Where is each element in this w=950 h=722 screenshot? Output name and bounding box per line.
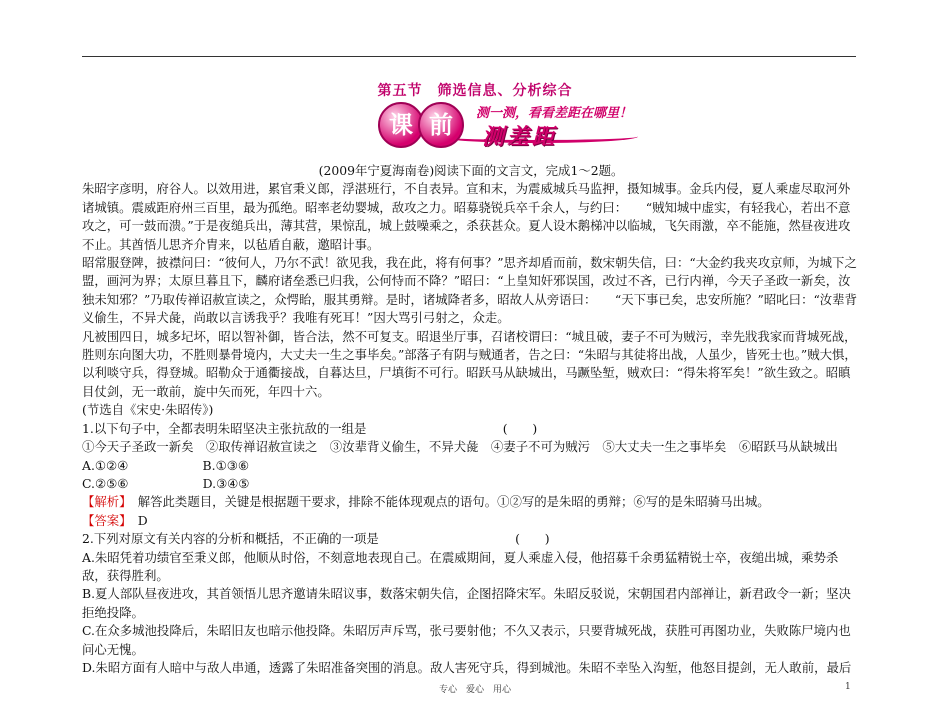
intro-line: (2009年宁夏海南卷)阅读下面的文言文，完成1～2题。: [318, 163, 624, 178]
passage-paragraph: 凡被围四日，城多圮坏，昭以智补御，皆合法，然不可复支。昭退坐厅事，召诸校谓曰：“城且破，妻子不可为贼污，幸先戕我家而背城死战，胜则东向图大功，不胜则暴骨境内，大丈夫一生之事毕矣。”部落子有阴与贼通者，告之曰：“朱昭与其徒将出战，人虽少，皆死士也。”贼大惧，以利啖守兵，得登城。昭勒众于通衢接战，自暮达旦，尸填街不可行。昭跃马从缺城出，马蹶坠堑，贼欢曰：“得朱将军矣！”欲生致之。昭瞋目仗剑，无一敢前，旋中矢而死，年四十六。: [82, 328, 857, 399]
banner-char-qian: 前: [418, 102, 464, 148]
passage-paragraph: 昭常服登陴，披襟问曰：“彼何人，乃尔不武！欲见我，我在此，将有何事？”思齐却盾而前，数宋朝失信，曰：“大金约我夹攻京师，为城下之盟，画河为界；太原旦暮且下，麟府诸垒悉已归我，公何恃而不降？”昭曰：“上皇知奸邪误国，改过不吝，已行内禅，今天子圣政一新矣，汝独未知邪？”乃取传禅诏赦宣读之，众愕眙，服其勇辩。是时，诸城降者多，昭故人从旁语曰： “天下事已矣，忠安所施？”昭叱曰：“汝辈背义偷生，不异犬彘，尚敢以言诱我乎？我唯有死耳！”因大骂引弓射之，众走。: [82, 255, 857, 326]
question-1-options-cd: C.②⑤⑥ D.③④⑤: [82, 475, 250, 491]
question-2-option: C.在众多城池投降后，朱昭旧友也暗示他投降。朱昭厉声斥骂，张弓要射他；不久又表示，只要背城死战，获胜可再图功业，失败陈尸境内也问心无愧。: [82, 623, 851, 657]
question-1-items: ①今天子圣政一新矣 ②取传禅诏赦宣读之 ③汝辈背义偷生，不异犬彘 ④妻子不可为贼污 ⑤大丈夫一生之事毕矣 ⑥昭跃马从缺城出: [82, 439, 838, 455]
question-2-option: A.朱昭凭着功绩官至秉义郎，他顺从时俗，不刻意地表现自己。在震威期间，夏人乘虚入侵，他招募千余勇猛精锐士卒，夜缒出城，乘势杀敌，获得胜利。: [82, 549, 839, 583]
header-rule: [82, 56, 856, 57]
passage-paragraph: 朱昭字彦明，府谷人。以效用进，累官秉义郎，浮湛班行，不自表异。宣和末，为震威城兵马监押，摄知城事。金兵内侵，夏人乘虚尽取河外诸城镇。震威距府州三百里，最为孤绝。昭率老幼婴城，敌攻之力。昭募骁锐兵卒千余人，与约曰： “贼知城中虚实，有轻我心，若出不意攻之，可一鼓而溃。”于是夜缒兵出，薄其营，果惊乱，城上鼓噪乘之，杀获甚众。夏人设木鹅梯冲以临城，飞矢雨激，卒不能施，然昼夜进攻不止。其酋悟儿思齐介胄来，以毡盾自蔽，邀昭计事。: [82, 181, 851, 252]
answer-text: D: [125, 512, 148, 528]
footer-motto: 专心 爱心 用心: [438, 685, 511, 695]
question-1-stem: 1.以下句子中，全都表明朱昭坚决主张抗敌的一组是 ( ): [82, 420, 538, 436]
analysis-tag: 【解析】: [82, 494, 126, 510]
passage-source: (节选自《宋史·朱昭传》): [82, 402, 214, 418]
question-1-answer: [82, 512, 860, 530]
question-1-options-ab: A.①②④ B.①③⑥: [82, 457, 249, 473]
banner-slogan: 测一测，看看差距在哪里！: [476, 106, 633, 121]
answer-tag: 【答案】: [82, 512, 126, 528]
page-number: 1: [845, 682, 851, 692]
question-1-analysis: [82, 493, 860, 511]
banner-logo: [378, 98, 678, 158]
analysis-text: 解答此类题目，关键是根据题干要求，排除不能体现观点的语句。①②写的是朱昭的勇辩；⑥写的是朱昭骑马出城。: [125, 494, 770, 510]
document-body: [82, 162, 860, 677]
banner-subtitle: 测差距: [482, 125, 558, 150]
question-2-option: D.朱昭方面有人暗中与敌人串通，透露了朱昭准备突围的消息。敌人害死守兵，得到城池。朱昭不幸坠入沟堑，他怒目提剑，无人敢前，最后: [82, 659, 852, 675]
banner-char-ke: 课: [378, 102, 424, 148]
section-title: 第五节 筛选信息、分析综合: [377, 83, 573, 99]
question-2-option: B.夏人部队昼夜进攻，其首领悟儿思齐邀请朱昭议事，数落宋朝失信，企图招降宋军。朱昭反驳说，宋朝国君内部禅让，新君政令一新；坚决拒绝投降。: [82, 586, 851, 620]
question-2-stem: 2.下列对原文有关内容的分析和概括，不正确的一项是 ( ): [82, 531, 550, 547]
